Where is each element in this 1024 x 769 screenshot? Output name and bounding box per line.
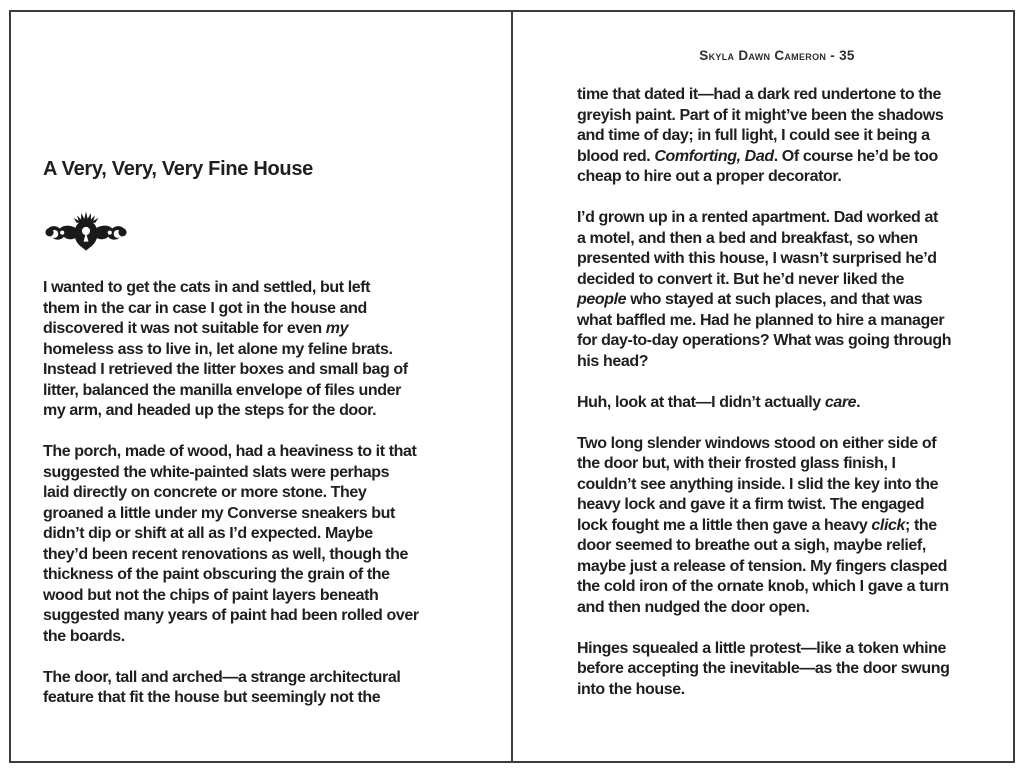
- text-segment: I’d grown up in a rented apartment. Dad worked at: [577, 209, 938, 226]
- text-line: [43, 360, 477, 381]
- text-line: [577, 106, 977, 127]
- text-line: [577, 249, 977, 270]
- text-segment: blood red.: [577, 147, 655, 165]
- text-segment: the boards.: [43, 627, 125, 645]
- text-line: [43, 299, 477, 320]
- text-segment: my arm, and headed up the steps for the door.: [43, 402, 377, 419]
- left-page[interactable]: [11, 12, 511, 761]
- text-segment: and then nudged the door open.: [577, 598, 810, 616]
- text-line: [577, 475, 977, 496]
- text-line: [43, 586, 477, 607]
- text-line: [43, 278, 477, 299]
- text-segment: wood but not the chips of paint layers beneath: [43, 586, 379, 604]
- text-line: [577, 147, 977, 168]
- text-line: [43, 688, 477, 709]
- text-line: [577, 270, 977, 291]
- text-segment: them in the car in case I got in the house and: [43, 299, 367, 317]
- text-segment: didn’t dip or shift at all as I’d expected. Maybe: [43, 525, 373, 542]
- left-page-text: [43, 278, 477, 709]
- text-line: [577, 126, 977, 147]
- chapter-ornament-icon: [45, 209, 127, 253]
- text-line: [43, 545, 477, 566]
- text-line: [43, 668, 477, 689]
- text-line: [43, 627, 477, 648]
- text-segment: the door but, with their frosted glass finish, I: [577, 455, 896, 472]
- text-segment: ; the: [905, 516, 937, 534]
- paragraph: [43, 668, 477, 709]
- text-line: [577, 311, 977, 332]
- text-segment: what baffled me. Had he planned to hire a manager: [577, 311, 945, 329]
- text-segment: Hinges squealed a little protest—like a token whine: [577, 639, 947, 657]
- text-line: [43, 463, 477, 484]
- text-line: [577, 229, 977, 250]
- text-line: [577, 577, 977, 598]
- text-line: [577, 393, 977, 414]
- text-line: [577, 557, 977, 578]
- right-page-text: [577, 85, 977, 700]
- text-line: [577, 331, 977, 352]
- text-line: [577, 598, 977, 619]
- text-segment: Instead I retrieved the litter boxes and small bag of: [43, 361, 408, 378]
- text-line: [43, 504, 477, 525]
- text-line: [577, 495, 977, 516]
- text-line: [577, 85, 977, 106]
- running-header: Skyla Dawn Cameron - 35: [699, 48, 855, 63]
- text-segment: litter, balanced the manilla envelope of files under: [43, 381, 401, 399]
- italic-text: people: [577, 291, 627, 308]
- text-line: [43, 381, 477, 402]
- text-segment: into the house.: [577, 680, 685, 698]
- text-line: [43, 319, 477, 340]
- paragraph: [577, 393, 977, 414]
- text-segment: decided to convert it. But he’d never liked the: [577, 270, 905, 288]
- paragraph: [577, 208, 977, 372]
- text-line: [577, 536, 977, 557]
- text-segment: I wanted to get the cats in and settled, but left: [43, 279, 371, 296]
- text-segment: greyish paint. Part of it might’ve been the shadows: [577, 106, 944, 124]
- text-segment: couldn’t see anything inside. I slid the key into the: [577, 475, 939, 493]
- text-segment: his head?: [577, 352, 649, 370]
- text-segment: before accepting the inevitable—as the door swung: [577, 660, 950, 677]
- text-segment: . Of course he’d be too: [773, 147, 938, 165]
- text-segment: lock fought me a little then gave a heavy: [577, 516, 872, 534]
- text-line: [577, 659, 977, 680]
- text-segment: feature that fit the house but seemingly not the: [43, 689, 381, 706]
- text-line: [577, 434, 977, 455]
- text-line: [577, 680, 977, 701]
- text-line: [43, 442, 477, 463]
- text-segment: homeless ass to live in, let alone my feline brats.: [43, 340, 393, 358]
- text-segment: Huh, look at that—I didn’t actually: [577, 393, 825, 411]
- text-segment: heavy lock and gave it a firm twist. The engaged: [577, 496, 925, 513]
- italic-text: click: [871, 516, 905, 534]
- right-page[interactable]: [513, 12, 1013, 761]
- text-line: [577, 454, 977, 475]
- text-segment: door seemed to breathe out a sigh, maybe relief,: [577, 537, 926, 554]
- page-frame-border: [9, 10, 1015, 763]
- paragraph: [577, 434, 977, 619]
- italic-text: Comforting, Dad: [654, 147, 774, 165]
- text-segment: presented with this house, I wasn’t surprised he’d: [577, 250, 937, 267]
- text-segment: and time of day; in full light, I could see it being a: [577, 127, 930, 144]
- text-segment: a motel, and then a bed and breakfast, so when: [577, 229, 918, 247]
- text-line: [43, 524, 477, 545]
- text-line: [43, 565, 477, 586]
- text-segment: suggested many years of paint had been rolled over: [43, 607, 419, 624]
- text-segment: they’d been recent renovations as well, though the: [43, 545, 408, 563]
- text-segment: .: [856, 393, 861, 411]
- text-segment: The door, tall and arched—a strange architectural: [43, 668, 401, 686]
- text-line: [577, 208, 977, 229]
- paragraph: [577, 639, 977, 701]
- text-line: [43, 483, 477, 504]
- text-segment: the cold iron of the ornate knob, which I gave a turn: [577, 578, 949, 595]
- paragraph: [577, 85, 977, 188]
- text-segment: who stayed at such places, and that was: [626, 291, 923, 308]
- text-segment: time that dated it—had a dark red undertone to the: [577, 86, 942, 103]
- chapter-title: A Very, Very, Very Fine House: [43, 158, 313, 180]
- paragraph: [43, 278, 477, 422]
- text-line: [43, 340, 477, 361]
- text-segment: Two long slender windows stood on either side of: [577, 434, 937, 452]
- text-segment: discovered it was not suitable for even: [43, 320, 326, 337]
- text-line: [577, 516, 977, 537]
- italic-text: care: [824, 393, 857, 411]
- text-line: [577, 290, 977, 311]
- text-segment: The porch, made of wood, had a heaviness to it that: [43, 443, 417, 460]
- text-segment: groaned a little under my Converse sneakers but: [43, 504, 395, 522]
- text-segment: laid directly on concrete or more stone. They: [43, 484, 367, 501]
- text-segment: thickness of the paint obscuring the grain of the: [43, 566, 390, 583]
- text-segment: maybe just a release of tension. My fingers clasped: [577, 557, 947, 575]
- text-line: [577, 639, 977, 660]
- paragraph: [43, 442, 477, 647]
- text-segment: cheap to hire out a proper decorator.: [577, 168, 842, 185]
- text-segment: suggested the white-painted slats were perhaps: [43, 463, 390, 481]
- text-line: [43, 606, 477, 627]
- text-line: [577, 167, 977, 188]
- text-line: [43, 401, 477, 422]
- text-segment: for day-to-day operations? What was going through: [577, 332, 952, 349]
- text-line: [577, 352, 977, 373]
- italic-text: my: [325, 320, 349, 337]
